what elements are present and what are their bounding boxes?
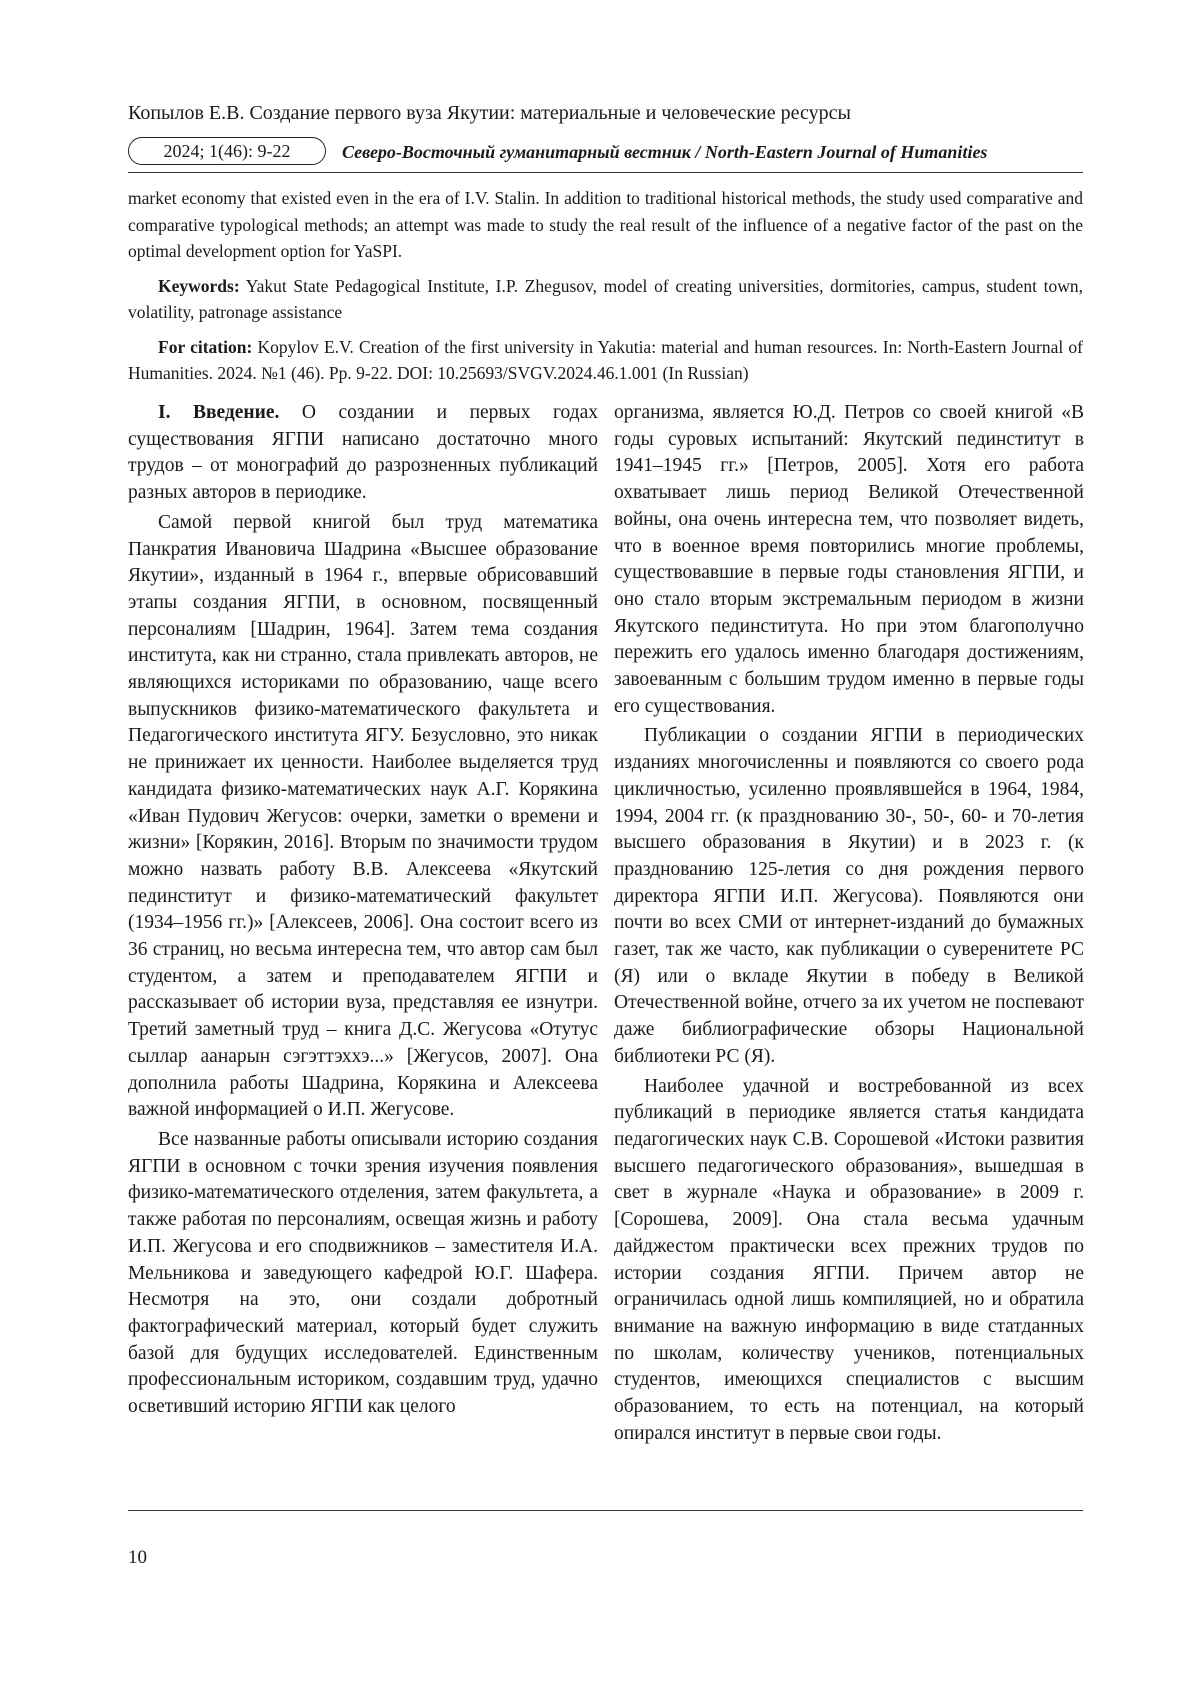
left-column [128,400,598,1424]
page-number: 10 [128,1547,147,1568]
body-paragraph: организма, является Ю.Д. Петров со своей книгой «В годы суровых испытаний: Якутский пединститут в 1941–1945 гг.» [Петров, 2005]. Хотя его работа охватывает лишь период Великой Отечественной войны, она очень интересна тем, что позволяет видеть, что в военное время повторились многие проблемы, существовавшие в первые годы становления ЯГПИ, и оно стало вторым экстремальным периодом в жизни Якутского пединститута. Но при этом благополучно пережить его удалось именно благодаря достижениям, завоеванным с большим трудом именно в первые годы его существования. [614,402,1084,717]
abstract-block [128,185,1083,395]
right-column [614,400,1084,1450]
header-rule [128,172,1083,173]
section-heading: I. Введение. [158,402,280,423]
issue-bar [128,137,1083,167]
body-paragraph: Публикации о создании ЯГПИ в периодических изданиях многочисленны и появляются со своего рода цикличностью, усиленно проявлявшейся в 1964, 1984, 1994, 2004 гг. (к празднованию 30-, 50-, 60- и 70-летия высшего образования в Якутии) и в 2023 г. (к празднованию 125-летия со дня рождения первого директора ЯГПИ И.П. Жегусова). Появляются они почти во всех СМИ от интернет-изданий до бумажных газет, так же часто, как публикации о суверенитете РС (Я) или о вкладе Якутии в победу в Великой Отечественной войне, отчего за их учетом не поспевают даже библиографические обзоры Национальной библиотеки РС (Я). [614,725,1084,1067]
journal-name: Северо-Восточный гуманитарный вестник / North-Eastern Journal of Humanities [342,142,988,162]
footer-rule [128,1510,1083,1511]
citation-paragraph [128,334,1083,387]
body-paragraph: Наиболее удачной и востребованной из всех публикаций в периодике является статья кандидата педагогических наук С.В. Сорошевой «Истоки развития высшего педагогического образования», вышедшая в свет в журнале «Наука и образование» в 2009 г. [Сорошева, 2009]. Она стала весьма удачным дайджестом практически всех прежних трудов по истории создания ЯГПИ. Причем автор не ограничилась одной лишь компиляцией, но и обратила внимание на важную информацию в виде статданных по школам, количеству учеников, потенциальных студентов, имеющихся специалистов с высшим образованием, то есть на потенциал, на который опирался институт в первые свои годы. [614,1075,1084,1444]
abstract-continuation: market economy that existed even in the era of I.V. Stalin. In addition to traditional historical methods, the study used comparative and comparative typological methods; an attempt was made to study the real result of the influence of a negative factor of the past on the optimal development option for YaSPI. [128,188,1083,261]
running-head: Копылов Е.В. Создание первого вуза Якутии: материальные и человеческие ресурсы [128,102,851,124]
paragraph-text: О создании и первых годах существования ЯГПИ написано достаточно много трудов – от монографий до разрозненных публикаций разных авторов в периодике. [128,402,598,504]
keywords-text: Yakut State Pedagogical Institute, I.P. Zhegusov, model of creating universities, dormitories, campus, student town, volatility, patronage assistance [128,275,1083,322]
body-paragraph [128,400,598,507]
citation-label: For citation: [158,336,253,357]
body-paragraph: Все названные работы описывали историю создания ЯГПИ в основном с точки зрения изучения появления физико-математического отделения, затем факультета, а также работая по персоналиям, освещая жизнь и работу И.П. Жегусова и его сподвижников – заместителя И.А. Мельникова и заведующего кафедрой Ю.Г. Шафера. Несмотря на это, они создали добротный фактографический материал, который будет служить базой для будущих исследователей. Единственным профессиональным историком, создавшим труд, удачно осветивший историю ЯГПИ как целого [128,1128,598,1418]
body-paragraph: Самой первой книгой был труд математика Панкратия Ивановича Шадрина «Высшее образование Якутии», изданный в 1964 г., впервые обрисовавший этапы создания ЯГПИ, в основном, посвященный персоналиям [Шадрин, 1964]. Затем тема создания института, как ни странно, стала привлекать авторов, не являющихся историками по образованию, чаще всего выпускников физико-математического факультета и Педагогического института ЯГУ. Безусловно, это никак не принижает их ценности. Наиболее выделяется труд кандидата физико-математических наук А.Г. Корякина «Иван Пудович Жегусов: очерки, заметки о времени и жизни» [Корякин, 2016]. Вторым по значимости трудом можно назвать работу В.В. Алексеева «Якутский пединститут и физико-математический факультет (1934–1956 гг.)» [Алексеев, 2006]. Она состоит всего из 36 страниц, но весьма интересна тем, что автор сам был студентом, а затем и преподавателем ЯГПИ и рассказывает об истории вуза, представляя ее изнутри. Третий заметный труд – книга Д.С. Жегусова «Отутус сыллар аанарын сэгэттэххэ...» [Жегусов, 2007]. Она дополнила работы Шадрина, Корякина и Алексеева важной информацией о И.П. Жегусове. [128,511,598,1121]
issue-badge: 2024; 1(46): 9-22 [128,137,326,165]
citation-text: Kopylov E.V. Creation of the first university in Yakutia: material and human resources. In: North-Eastern Journal of Humanities. 2024. №1 (46). Pp. 9-22. DOI: 10.25693/SVGV.2024.46.1.001 (In Russian) [128,336,1084,383]
keywords-label: Keywords: [158,275,240,296]
keywords-paragraph [128,273,1083,326]
